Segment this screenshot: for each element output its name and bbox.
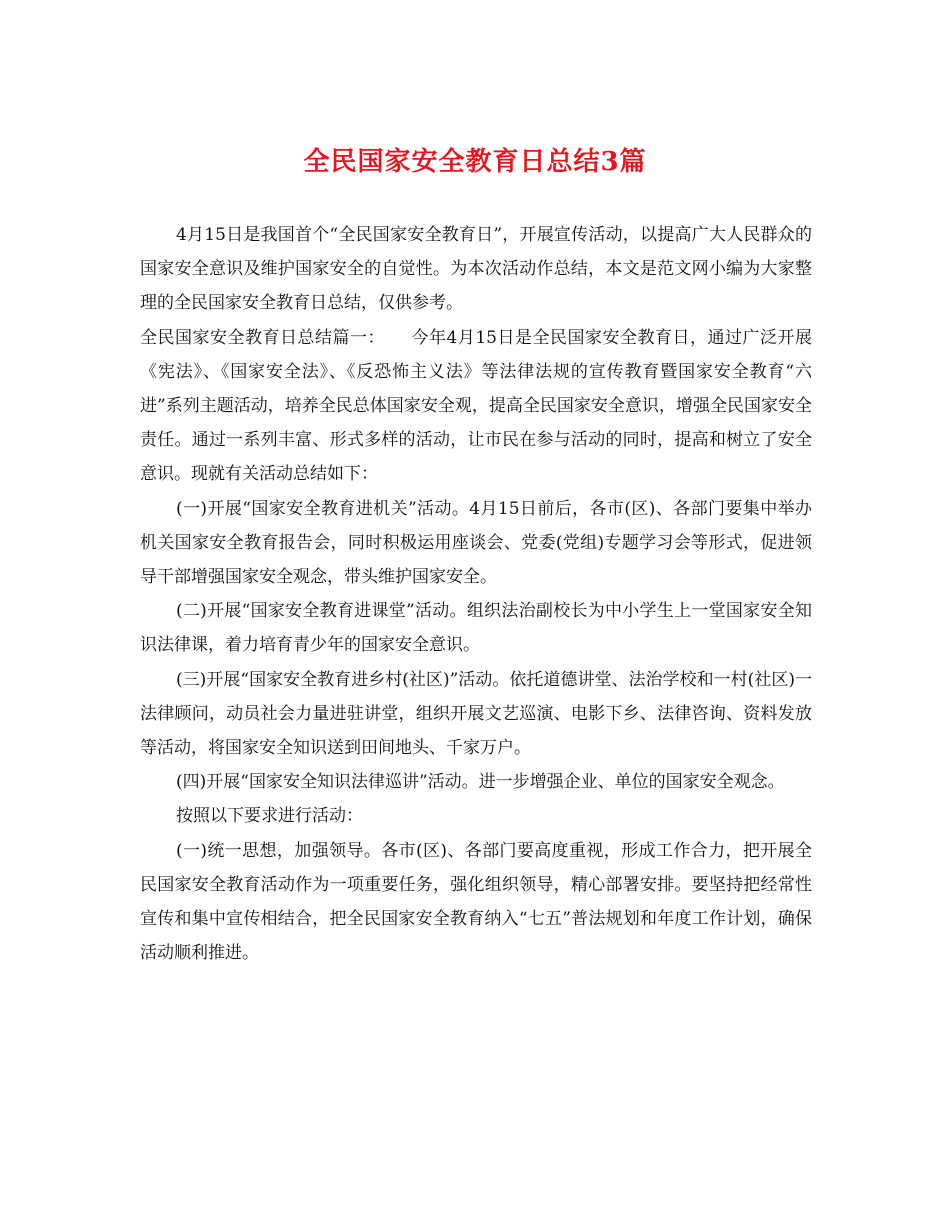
requirements-heading: 按照以下要求进行活动： bbox=[176, 806, 363, 827]
requirement-item-1: (一)统一思想，加强领导。各市(区)、各部门要高度重视，形成工作合力，把开展全民国家安全教育活动作为一项重要任务，强化组织领导，精心部署安排。要坚持把经常性宣传和集中宣传相结合，把全民国家安全教育纳入“七五”普法规划和年度工作计划，确保活动顺利推进。 bbox=[140, 840, 812, 964]
activity-item-3: (三)开展“国家安全教育进乡村(社区)”活动。依托道德讲堂、法治学校和一村(社区)一法律顾问，动员社会力量进驻讲堂，组织开展文艺巡演、电影下乡、法律咨询、资料发放等活动，将国家安全知识送到田间地头、千家万户。 bbox=[140, 669, 812, 759]
document-title: 全民国家安全教育日总结3篇 bbox=[303, 147, 647, 177]
activity-item-4: (四)开展“国家安全知识法律巡讲”活动。进一步增强企业、单位的国家安全观念。 bbox=[176, 772, 785, 793]
intro-paragraph: 4月15日是我国首个“全民国家安全教育日”，开展宣传活动，以提高广大人民群众的国家安全意识及维护国家安全的自觉性。为本次活动作总结，本文是范文网小编为大家整理的全民国家安全教育日总结，仅供参考。 bbox=[140, 225, 812, 314]
section-one-paragraph: 全民国家安全教育日总结篇一： 今年4月15日是全民国家安全教育日，通过广泛开展《宪法》、《国家安全法》、《反恐怖主义法》等法律法规的宣传教育暨国家安全教育“六进”系列主题活动，培养全民总体国家安全观，提高全民国家安全意识，增强全民国家安全责任。通过一系列丰富、形式多样的活动，让市民在参与活动的同时，提高和树立了安全意识。现就有关活动总结如下： bbox=[140, 327, 812, 485]
document-body bbox=[140, 218, 812, 970]
activity-item-1: (一)开展“国家安全教育进机关”活动。4月15日前后，各市(区)、各部门要集中举办机关国家安全教育报告会，同时积极运用座谈会、党委(党组)专题学习会等形式，促进领导干部增强国家安全观念，带头维护国家安全。 bbox=[140, 498, 812, 588]
activity-item-2: (二)开展“国家安全教育进课堂”活动。组织法治副校长为中小学生上一堂国家安全知识法律课，着力培育青少年的国家安全意识。 bbox=[140, 601, 812, 656]
